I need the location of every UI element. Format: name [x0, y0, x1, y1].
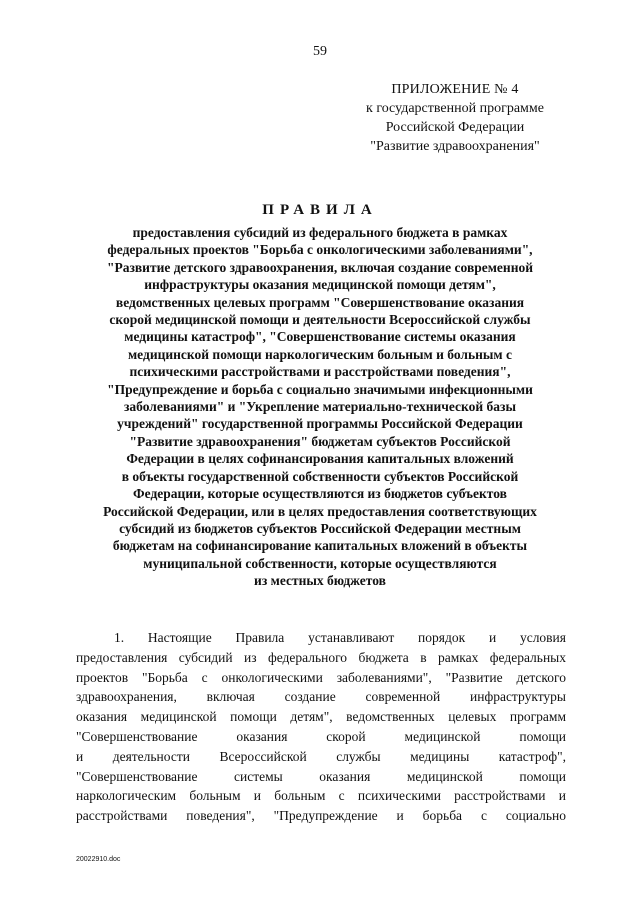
subtitle-line: федеральных проектов "Борьба с онкологическими заболеваниями", [107, 242, 533, 258]
subtitle-line: субсидий из бюджетов субъектов Российской Федерации местным [119, 520, 521, 536]
rules-subtitle [60, 224, 580, 590]
body-line: расстройствами поведения", "Предупреждение и борьба с социально [76, 808, 566, 824]
subtitle-line: "Развитие здравоохранения" бюджетам субъектов Российской [129, 433, 511, 449]
appendix-title: ПРИЛОЖЕНИЕ № 4 [391, 82, 519, 97]
appendix-block [330, 80, 580, 156]
subtitle-line: Федерации, которые осуществляются из бюджетов субъектов [133, 486, 507, 502]
subtitle-line: медицины катастроф", "Совершенствование системы оказания [124, 329, 516, 345]
body-line: и деятельности Всероссийской службы медицины катастроф", [76, 748, 566, 764]
subtitle-line: Федерации в целях софинансирования капитальных вложений [126, 451, 514, 467]
subtitle-line: бюджетам на софинансирование капитальных вложений в объекты [112, 538, 528, 554]
body-line: 1. Настоящие Правила устанавливают порядок и условия [114, 630, 566, 645]
subtitle-line: в объекты государственной собственности субъектов Российской [121, 468, 519, 484]
body-line: "Совершенствование оказания скорой медицинской помощи [76, 728, 566, 744]
subtitle-line: из местных бюджетов [254, 573, 386, 589]
subtitle-line: медицинской помощи наркологическим больным и больным с [127, 346, 512, 362]
subtitle-line: заболеваниями" и "Укрепление материально-технической базы [123, 399, 517, 415]
subtitle-line: предоставления субсидий из федерального бюджета в рамках [132, 225, 508, 240]
subtitle-line: "Развитие детского здравоохранения, включая создание современной [106, 259, 534, 275]
subtitle-line: учреждений" государственной программы Российской Федерации [117, 416, 523, 432]
footer-filename: 20022910.doc [76, 856, 121, 863]
appendix-line: Российской Федерации [385, 120, 525, 135]
body-paragraph [76, 628, 566, 826]
page-number: 59 [313, 44, 327, 59]
rules-heading: ПРАВИЛА [262, 202, 378, 218]
body-line: предоставления субсидий из федерального бюджета в рамках федеральных [76, 649, 566, 665]
appendix-line: "Развитие здравоохранения" [370, 139, 540, 154]
subtitle-line: инфраструктуры оказания медицинской помощи детям", [144, 277, 496, 293]
body-line: "Совершенствование системы оказания медицинской помощи [76, 768, 566, 784]
subtitle-line: муниципальной собственности, которые осуществляются [143, 555, 497, 571]
subtitle-line: психическими расстройствами и расстройствами поведения", [129, 364, 511, 380]
subtitle-line: скорой медицинской помощи и деятельности Всероссийской службы [109, 312, 531, 328]
body-line: наркологическим больным и больным с психическими расстройствами и [76, 788, 566, 804]
body-line: оказания медицинской помощи детям", ведомственных целевых программ [76, 709, 566, 725]
subtitle-line: ведомственных целевых программ "Совершенствование оказания [115, 294, 525, 310]
appendix-line: к государственной программе [366, 101, 544, 116]
body-line: здравоохранения, включая создание современной инфраструктуры [76, 689, 566, 705]
subtitle-line: "Предупреждение и борьба с социально значимыми инфекционными [107, 381, 533, 397]
subtitle-line: Российской Федерации, или в целях предоставления соответствующих [103, 503, 537, 519]
body-line: проектов "Борьба с онкологическими заболеваниями", "Развитие детского [76, 669, 566, 685]
